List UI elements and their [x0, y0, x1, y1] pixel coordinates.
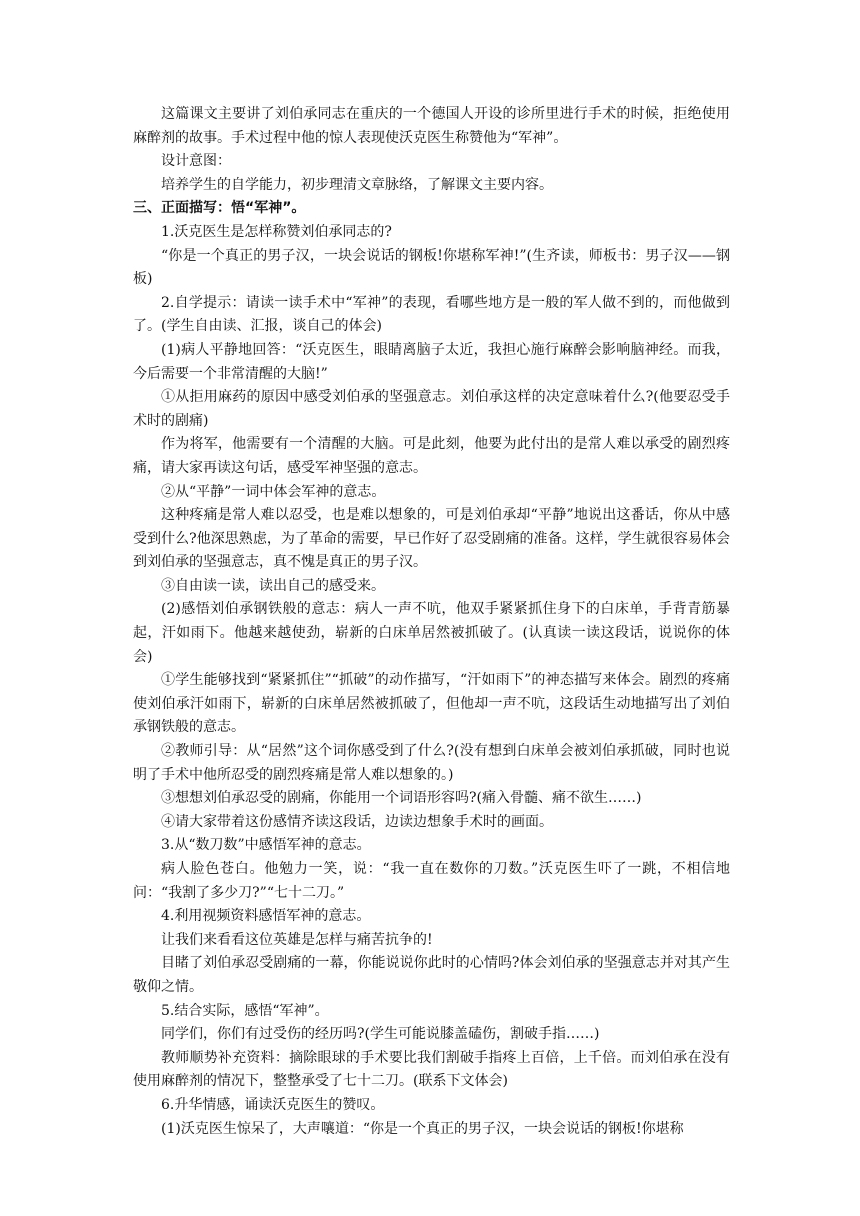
paragraph-step-5-text: 同学们，你们有过受伤的经历吗?(学生可能说膝盖磕伤，割破手指……): [161, 1026, 600, 1043]
paragraph-item-1-c: ③自由读一读，读出自己的感受来。: [161, 577, 385, 594]
paragraph-intro-summary: 这篇课文主要讲了刘伯承同志在重庆的一个德国人开设的诊所里进行手术的时候，拒绝使用麻醉剂的故事。手术过程中他的惊人表现使沃克医生称赞他为“军神”。: [133, 106, 730, 146]
paragraph-item-1-b: ②从“平静”一词中体会军神的意志。: [161, 483, 386, 500]
section-heading: 三、正面描写：悟“军神”。: [133, 200, 306, 217]
paragraph-item-1-a-note: 作为将军，他需要有一个清醒的大脑。可是此刻，他要为此付出的是常人难以承受的剧烈疼痛，请大家再读这句话，感受军神坚强的意志。: [133, 436, 730, 476]
paragraph-item-2: (2)感悟刘伯承钢铁般的意志：病人一声不吭，他双手紧紧抓住身下的白床单，手背青筋暴起，汗如雨下。他越来越使劲，崭新的白床单居然被抓破了。(认真读一读这段话，说说你的体会): [133, 601, 730, 665]
paragraph-step-2: 2.自学提示：请读一读手术中“军神”的表现，看哪些地方是一般的军人做不到的，而他做到了。(学生自由读、汇报，谈自己的体会): [133, 294, 730, 335]
paragraph-step-5: 5.结合实际，感悟“军神”。: [161, 1002, 329, 1019]
paragraph-design-intent-label: 设计意图：: [161, 153, 231, 170]
paragraph-design-intent: 培养学生的自学能力，初步理清文章脉络，了解课文主要内容。: [161, 176, 553, 193]
paragraph-item-2-a: ①学生能够找到“紧紧抓住”“抓破”的动作描写，“汗如雨下”的神态描写来体会。剧烈的疼痛使刘伯承汗如雨下，崭新的白床单居然被抓破了，但他却一声不吭，这段话生动地描写出了刘伯承钢铁般的意志。: [133, 672, 730, 736]
paragraph-item-1: (1)病人平静地回答：“沃克医生，眼睛离脑子太近，我担心施行麻醉会影响脑神经。而我，今后需要一个非常清醒的大脑!”: [133, 341, 730, 382]
paragraph-step-4: 4.利用视频资料感悟军神的意志。: [161, 908, 371, 925]
paragraph-step-3: 3.从“数刀数”中感悟军神的意志。: [161, 837, 371, 854]
paragraph-item-2-d: ④请大家带着这份感情齐读这段话，边读边想象手术时的画面。: [161, 813, 553, 830]
paragraph-step-5-note: 教师顺势补充资料：摘除眼球的手术要比我们割破手指疼上百倍，上千倍。而刘伯承在没有使用麻醉剂的情况下，整整承受了七十二刀。(联系下文体会): [133, 1049, 730, 1090]
paragraph-item-2-c: ③想想刘伯承忍受的剧痛，你能用一个词语形容吗?(痛入骨髓、痛不欲生……): [161, 790, 642, 807]
paragraph-quote: “你是一个真正的男子汉，一块会说话的钢板!你堪称军神!”(生齐读，师板书：男子汉——钢板): [133, 247, 730, 288]
paragraph-step-4-text: 让我们来看看这位英雄是怎样与痛苦抗争的!: [161, 931, 433, 948]
paragraph-step-6-item-1: (1)沃克医生惊呆了，大声嚷道：“你是一个真正的男子汉，一块会说话的钢板!你堪称: [161, 1120, 684, 1137]
paragraph-item-1-b-note: 这种疼痛是常人难以忍受，也是难以想象的，可是刘伯承却“平静”地说出这番话，你从中感受到什么?他深思熟虑，为了革命的需要，早已作好了忍受剧痛的准备。这样，学生就很容易体会到刘伯承的坚强意志，真不愧是真正的男子汉。: [133, 507, 730, 571]
document-body: [133, 103, 730, 1141]
paragraph-step-1: 1.沃克医生是怎样称赞刘伯承同志的?: [161, 223, 392, 240]
paragraph-step-6: 6.升华情感，诵读沃克医生的赞叹。: [161, 1096, 385, 1113]
paragraph-step-4-note: 目睹了刘伯承忍受剧痛的一幕，你能说说你此时的心情吗?体会刘伯承的坚强意志并对其产生敬仰之情。: [133, 955, 730, 995]
paragraph-item-1-a: ①从拒用麻药的原因中感受刘伯承的坚强意志。刘伯承这样的决定意味着什么?(他要忍受手术时的剧痛): [133, 389, 730, 429]
paragraph-item-2-b: ②教师引导：从“居然”这个词你感受到了什么?(没有想到白床单会被刘伯承抓破，同时也说明了手术中他所忍受的剧烈疼痛是常人难以想象的。): [133, 743, 730, 783]
paragraph-step-3-text: 病人脸色苍白。他勉力一笑，说：“我一直在数你的刀数。”沃克医生吓了一跳，不相信地问：“我割了多少刀?”“七十二刀。”: [133, 861, 730, 901]
